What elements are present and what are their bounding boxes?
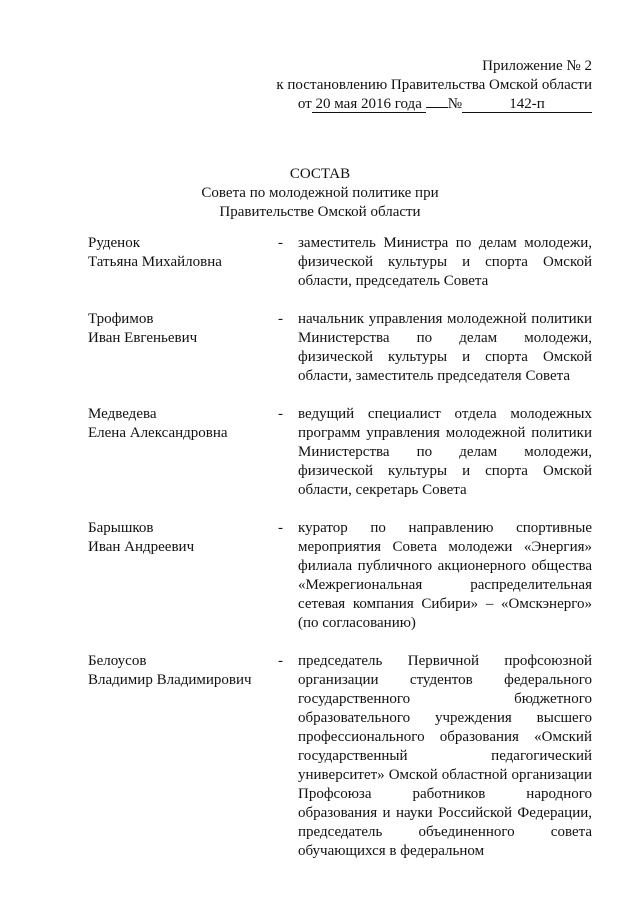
number-label: № [447,96,462,112]
member-role: ведущий специалист отдела молодежных программ управления молодежной политики Министерства по делам молодежи, физической культуры и спорта Омской области, секретарь Совета [298,406,592,498]
member-role: председатель Первичной профсоюзной организации студентов федерального государственного бюджетного образовательного учреждения высшего профессионального образования «Омский государственный педагогический университет» Омской областной организации Профсоюза работников народного образования и науки Российской Федерации, председатель объединенного совета обучающихся в федеральном [298,653,592,859]
member-given-names: Иван Андреевич [88,539,195,555]
member-role: начальник управления молодежной политики Министерства по делам молодежи, физической культуры и спорта Омской области, заместитель председателя Совета [298,311,592,384]
member-role: заместитель Министра по делам молодежи, физической культуры и спорта Омской области, председатель Совета [298,235,592,289]
resolution-number: 142-п [462,96,592,113]
member-entry [88,652,592,861]
member-name [88,405,268,443]
title-heading: СОСТАВ [289,166,351,182]
member-given-names: Елена Александровна [88,425,228,441]
dash-separator: - [278,311,283,327]
members-list [88,234,592,861]
member-entry [88,519,592,633]
member-surname: Трофимов [88,311,154,327]
member-given-names: Иван Евгеньевич [88,330,198,346]
member-given-names: Владимир Владимирович [88,672,252,688]
dash-separator: - [278,653,283,669]
resolution-date: 20 мая 2016 года [312,96,426,113]
member-entry [88,234,592,291]
member-name [88,519,268,557]
member-entry [88,310,592,386]
member-surname: Белоусов [88,653,147,669]
member-name [88,234,268,272]
appendix-resolution-reference: к постановлению Правительства Омской области [276,77,592,93]
member-given-names: Татьяна Михайловна [88,254,222,270]
dash-separator: - [278,406,283,422]
member-name [88,652,268,690]
appendix-number: Приложение № 2 [482,58,592,74]
member-surname: Барышков [88,520,154,536]
title-subtitle-line1: Совета по молодежной политике при [201,185,439,201]
appendix-date-number-line [276,95,592,114]
member-role: куратор по направлению спортивные мероприятия Совета молодежи «Энергия» филиала публичного акционерного общества «Межрегиональная распределительная сетевая компания Сибири» – «Омскэнерго» (по согласованию) [298,520,592,631]
document-title [0,165,640,222]
dash-separator: - [278,235,283,251]
appendix-header [276,57,592,114]
from-label: от [297,96,312,112]
dash-separator: - [278,520,283,536]
title-subtitle-line2: Правительстве Омской области [219,204,421,220]
member-surname: Медведева [88,406,157,422]
member-entry [88,405,592,500]
member-surname: Руденок [88,235,141,251]
member-name [88,310,268,348]
